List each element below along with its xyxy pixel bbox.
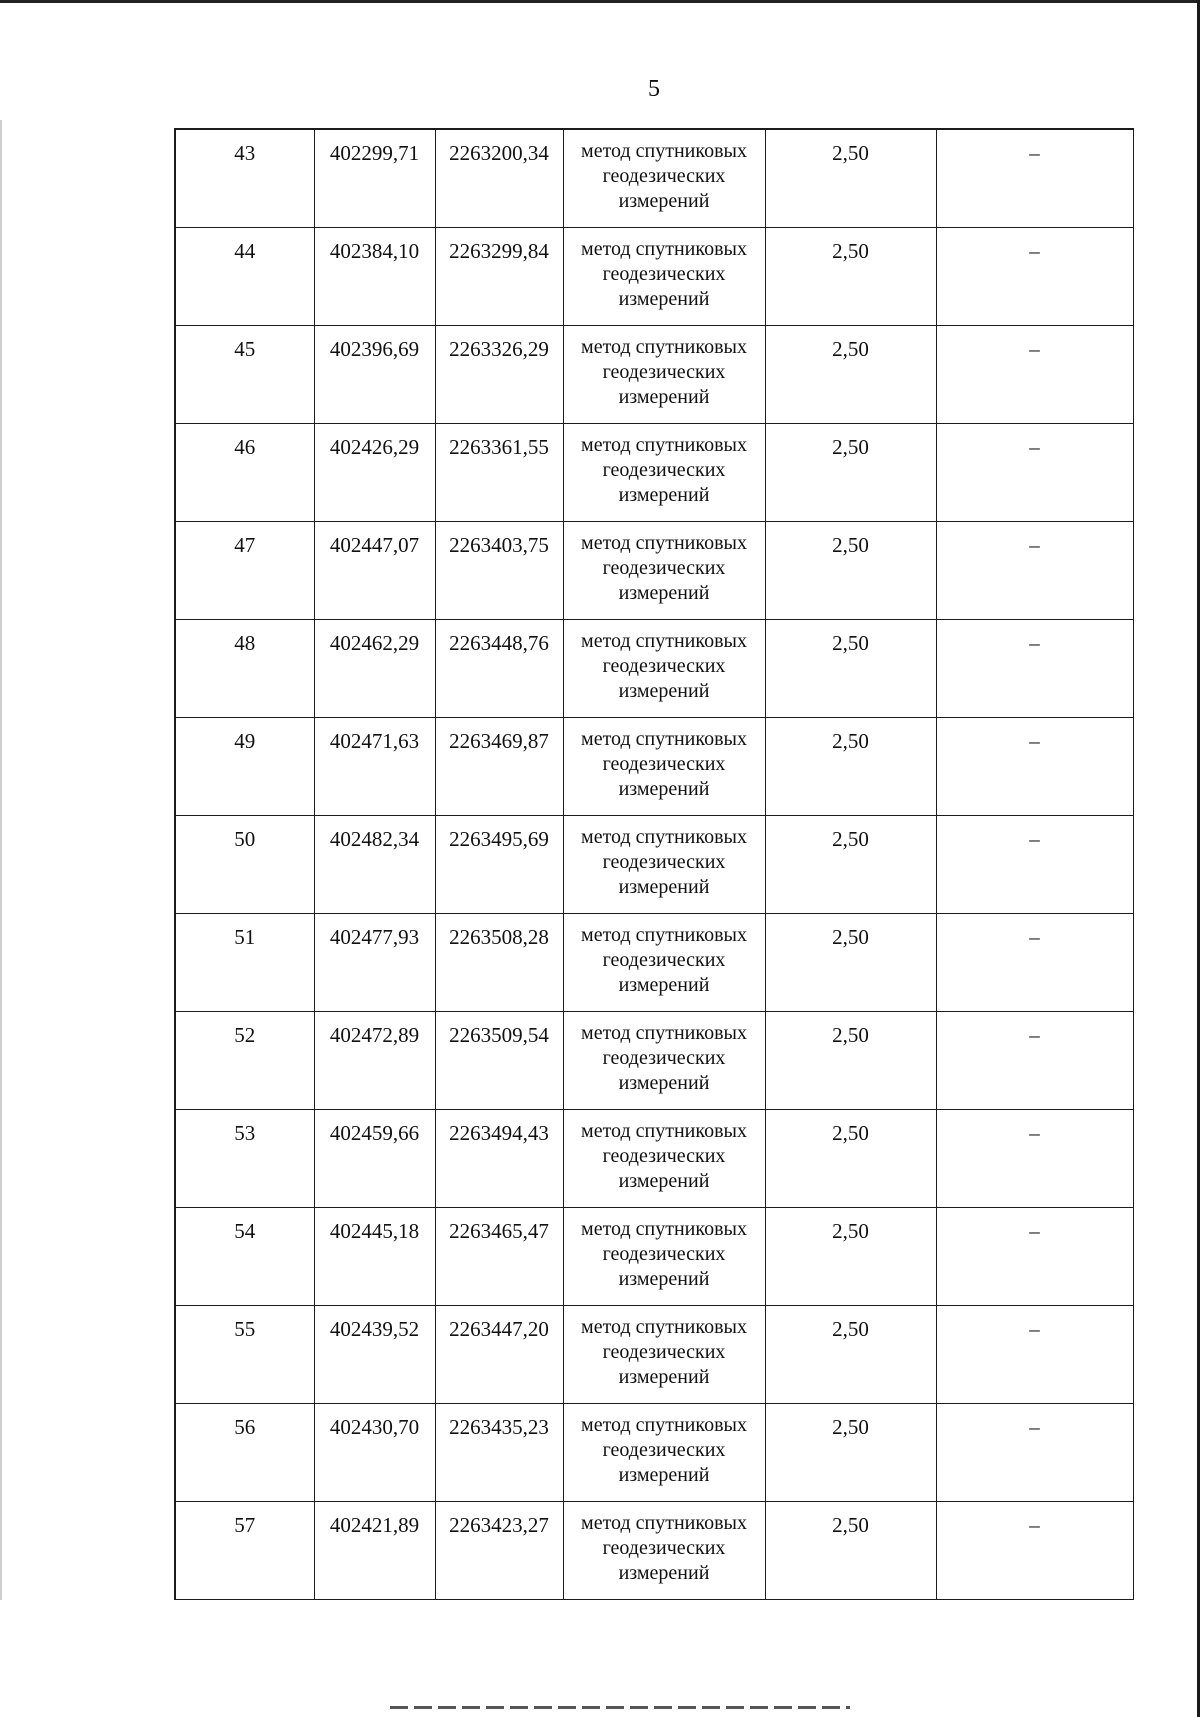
description-cell — [936, 1404, 1133, 1502]
accuracy-cell-text: 2,50 — [832, 1023, 869, 1047]
accuracy-cell-text: 2,50 — [832, 1317, 869, 1341]
coord-y-cell-text: 2263465,47 — [449, 1219, 549, 1243]
method-cell — [563, 424, 765, 522]
description-cell — [936, 718, 1133, 816]
accuracy-cell-text: 2,50 — [832, 631, 869, 655]
table-row — [175, 1404, 1133, 1502]
method-cell — [563, 620, 765, 718]
coord-y-cell-text: 2263448,76 — [449, 631, 549, 655]
coord-y-cell-text: 2263494,43 — [449, 1121, 549, 1145]
accuracy-cell-text: 2,50 — [832, 337, 869, 361]
point-number-cell-text: 55 — [234, 1317, 256, 1341]
point-number-cell — [175, 1306, 314, 1404]
accuracy-cell — [765, 424, 936, 522]
coord-x-cell-text: 402439,52 — [329, 1317, 420, 1341]
point-number-cell — [175, 326, 314, 424]
coord-y-cell — [435, 522, 563, 620]
coord-x-cell-text: 402447,07 — [329, 533, 420, 557]
accuracy-cell-text: 2,50 — [832, 925, 869, 949]
coord-y-cell-text: 2263495,69 — [449, 827, 549, 851]
accuracy-cell — [765, 914, 936, 1012]
coord-x-cell-text: 402384,10 — [329, 239, 420, 263]
coord-x-cell — [314, 1012, 435, 1110]
coord-x-cell-text: 402471,63 — [329, 729, 420, 753]
description-cell-text: – — [1029, 435, 1040, 459]
coord-y-cell-text: 2263299,84 — [449, 239, 549, 263]
coord-x-cell-text: 402445,18 — [329, 1219, 420, 1243]
description-cell-text: – — [1029, 1023, 1040, 1047]
scan-footer-rule — [390, 1706, 850, 1709]
coord-x-cell — [314, 228, 435, 326]
coord-y-cell — [435, 424, 563, 522]
coord-x-cell — [314, 1208, 435, 1306]
method-cell-text: метод спутниковых геодезических измерений — [581, 238, 747, 310]
coord-y-cell-text: 2263200,34 — [449, 141, 549, 165]
method-cell-text: метод спутниковых геодезических измерений — [581, 532, 747, 604]
description-cell-text: – — [1029, 827, 1040, 851]
coord-y-cell — [435, 718, 563, 816]
point-number-cell — [175, 1208, 314, 1306]
page-number: 5 — [648, 76, 660, 102]
accuracy-cell-text: 2,50 — [832, 1219, 869, 1243]
coord-x-cell — [314, 914, 435, 1012]
description-cell-text: – — [1029, 337, 1040, 361]
method-cell-text: метод спутниковых геодезических измерений — [581, 1316, 747, 1388]
coord-x-cell-text: 402477,93 — [329, 925, 420, 949]
coord-x-cell — [314, 1404, 435, 1502]
method-cell — [563, 914, 765, 1012]
coord-y-cell — [435, 228, 563, 326]
coord-x-cell-text: 402299,71 — [329, 141, 420, 165]
coord-y-cell — [435, 816, 563, 914]
description-cell — [936, 620, 1133, 718]
coord-x-cell — [314, 522, 435, 620]
description-cell — [936, 1208, 1133, 1306]
description-cell — [936, 129, 1133, 228]
point-number-cell — [175, 816, 314, 914]
point-number-cell — [175, 1502, 314, 1600]
accuracy-cell — [765, 326, 936, 424]
coord-y-cell — [435, 914, 563, 1012]
accuracy-cell — [765, 228, 936, 326]
coord-y-cell — [435, 1110, 563, 1208]
method-cell-text: метод спутниковых геодезических измерений — [581, 630, 747, 702]
coord-y-cell-text: 2263509,54 — [449, 1023, 549, 1047]
coord-x-cell-text: 402459,66 — [329, 1121, 420, 1145]
coord-y-cell-text: 2263447,20 — [449, 1317, 549, 1341]
coord-x-cell — [314, 1306, 435, 1404]
method-cell-text: метод спутниковых геодезических измерений — [581, 1022, 747, 1094]
method-cell-text: метод спутниковых геодезических измерений — [581, 1414, 747, 1486]
method-cell-text: метод спутниковых геодезических измерений — [581, 728, 747, 800]
coord-x-cell-text: 402462,29 — [329, 631, 420, 655]
description-cell — [936, 424, 1133, 522]
coord-y-cell — [435, 1306, 563, 1404]
description-cell — [936, 326, 1133, 424]
point-number-cell — [175, 1404, 314, 1502]
accuracy-cell — [765, 816, 936, 914]
point-number-cell — [175, 522, 314, 620]
point-number-cell-text: 49 — [234, 729, 256, 753]
table-row — [175, 620, 1133, 718]
method-cell — [563, 1012, 765, 1110]
table-row — [175, 816, 1133, 914]
point-number-cell-text: 44 — [234, 239, 256, 263]
accuracy-cell — [765, 620, 936, 718]
description-cell-text: – — [1029, 1415, 1040, 1439]
accuracy-cell — [765, 1404, 936, 1502]
coord-x-cell-text: 402482,34 — [329, 827, 420, 851]
coord-y-cell-text: 2263435,23 — [449, 1415, 549, 1439]
point-number-cell — [175, 1012, 314, 1110]
scan-border-left — [0, 120, 2, 1600]
coord-x-cell-text: 402421,89 — [329, 1513, 420, 1537]
coord-x-cell-text: 402396,69 — [329, 337, 420, 361]
point-number-cell-text: 53 — [234, 1121, 256, 1145]
table-body — [175, 129, 1133, 1600]
method-cell-text: метод спутниковых геодезических измерений — [581, 336, 747, 408]
accuracy-cell-text: 2,50 — [832, 435, 869, 459]
point-number-cell-text: 48 — [234, 631, 256, 655]
table-row — [175, 1306, 1133, 1404]
coord-x-cell-text: 402426,29 — [329, 435, 420, 459]
table-row — [175, 424, 1133, 522]
point-number-cell-text: 51 — [234, 925, 256, 949]
coord-x-cell — [314, 129, 435, 228]
table-row — [175, 129, 1133, 228]
coord-x-cell — [314, 326, 435, 424]
coord-y-cell-text: 2263326,29 — [449, 337, 549, 361]
coord-x-cell — [314, 620, 435, 718]
method-cell — [563, 326, 765, 424]
coord-y-cell — [435, 129, 563, 228]
method-cell — [563, 228, 765, 326]
table-row — [175, 228, 1133, 326]
coord-x-cell — [314, 816, 435, 914]
coord-y-cell-text: 2263403,75 — [449, 533, 549, 557]
point-number-cell-text: 54 — [234, 1219, 256, 1243]
method-cell — [563, 522, 765, 620]
point-number-cell-text: 57 — [234, 1513, 256, 1537]
point-number-cell-text: 52 — [234, 1023, 256, 1047]
description-cell-text: – — [1029, 729, 1040, 753]
table-row — [175, 1502, 1133, 1600]
coord-y-cell — [435, 1012, 563, 1110]
description-cell-text: – — [1029, 1121, 1040, 1145]
table-row — [175, 914, 1133, 1012]
method-cell — [563, 1404, 765, 1502]
point-number-cell-text: 47 — [234, 533, 256, 557]
description-cell-text: – — [1029, 239, 1040, 263]
accuracy-cell-text: 2,50 — [832, 533, 869, 557]
point-number-cell — [175, 228, 314, 326]
description-cell-text: – — [1029, 141, 1040, 165]
method-cell-text: метод спутниковых геодезических измерений — [581, 924, 747, 996]
description-cell — [936, 816, 1133, 914]
coord-y-cell-text: 2263508,28 — [449, 925, 549, 949]
accuracy-cell — [765, 129, 936, 228]
coord-y-cell-text: 2263361,55 — [449, 435, 549, 459]
description-cell-text: – — [1029, 533, 1040, 557]
accuracy-cell-text: 2,50 — [832, 1121, 869, 1145]
accuracy-cell-text: 2,50 — [832, 239, 869, 263]
method-cell — [563, 816, 765, 914]
accuracy-cell-text: 2,50 — [832, 141, 869, 165]
table-row — [175, 1012, 1133, 1110]
accuracy-cell-text: 2,50 — [832, 1415, 869, 1439]
point-number-cell — [175, 718, 314, 816]
accuracy-cell — [765, 1502, 936, 1600]
description-cell — [936, 522, 1133, 620]
coord-y-cell — [435, 1404, 563, 1502]
coord-x-cell-text: 402472,89 — [329, 1023, 420, 1047]
method-cell-text: метод спутниковых геодезических измерений — [581, 1512, 747, 1584]
method-cell-text: метод спутниковых геодезических измерений — [581, 434, 747, 506]
coord-x-cell — [314, 1110, 435, 1208]
description-cell — [936, 1110, 1133, 1208]
table-row — [175, 326, 1133, 424]
scan-border-top — [0, 0, 1200, 3]
description-cell — [936, 914, 1133, 1012]
description-cell-text: – — [1029, 1219, 1040, 1243]
description-cell-text: – — [1029, 1317, 1040, 1341]
description-cell — [936, 1012, 1133, 1110]
method-cell-text: метод спутниковых геодезических измерений — [581, 826, 747, 898]
coord-x-cell-text: 402430,70 — [329, 1415, 420, 1439]
accuracy-cell — [765, 1208, 936, 1306]
method-cell — [563, 1502, 765, 1600]
point-number-cell-text: 50 — [234, 827, 256, 851]
description-cell-text: – — [1029, 1513, 1040, 1537]
coord-x-cell — [314, 424, 435, 522]
coordinates-table — [174, 128, 1134, 1600]
table-row — [175, 1110, 1133, 1208]
table-row — [175, 522, 1133, 620]
method-cell-text: метод спутниковых геодезических измерений — [581, 1120, 747, 1192]
accuracy-cell — [765, 1110, 936, 1208]
coord-y-cell-text: 2263469,87 — [449, 729, 549, 753]
point-number-cell — [175, 1110, 314, 1208]
coord-x-cell — [314, 718, 435, 816]
method-cell — [563, 718, 765, 816]
point-number-cell-text: 56 — [234, 1415, 256, 1439]
accuracy-cell-text: 2,50 — [832, 729, 869, 753]
description-cell-text: – — [1029, 925, 1040, 949]
method-cell — [563, 1208, 765, 1306]
coord-x-cell — [314, 1502, 435, 1600]
method-cell — [563, 129, 765, 228]
coord-y-cell — [435, 1208, 563, 1306]
description-cell — [936, 228, 1133, 326]
method-cell — [563, 1110, 765, 1208]
table-row — [175, 1208, 1133, 1306]
description-cell — [936, 1306, 1133, 1404]
point-number-cell — [175, 914, 314, 1012]
point-number-cell-text: 43 — [234, 141, 256, 165]
coord-y-cell-text: 2263423,27 — [449, 1513, 549, 1537]
accuracy-cell-text: 2,50 — [832, 1513, 869, 1537]
coord-y-cell — [435, 620, 563, 718]
description-cell-text: – — [1029, 631, 1040, 655]
method-cell-text: метод спутниковых геодезических измерений — [581, 140, 747, 212]
method-cell — [563, 1306, 765, 1404]
point-number-cell — [175, 620, 314, 718]
method-cell-text: метод спутниковых геодезических измерений — [581, 1218, 747, 1290]
point-number-cell-text: 45 — [234, 337, 256, 361]
accuracy-cell — [765, 1012, 936, 1110]
accuracy-cell — [765, 718, 936, 816]
point-number-cell — [175, 424, 314, 522]
coord-y-cell — [435, 326, 563, 424]
accuracy-cell-text: 2,50 — [832, 827, 869, 851]
accuracy-cell — [765, 1306, 936, 1404]
table-row — [175, 718, 1133, 816]
accuracy-cell — [765, 522, 936, 620]
point-number-cell-text: 46 — [234, 435, 256, 459]
point-number-cell — [175, 129, 314, 228]
coord-y-cell — [435, 1502, 563, 1600]
description-cell — [936, 1502, 1133, 1600]
